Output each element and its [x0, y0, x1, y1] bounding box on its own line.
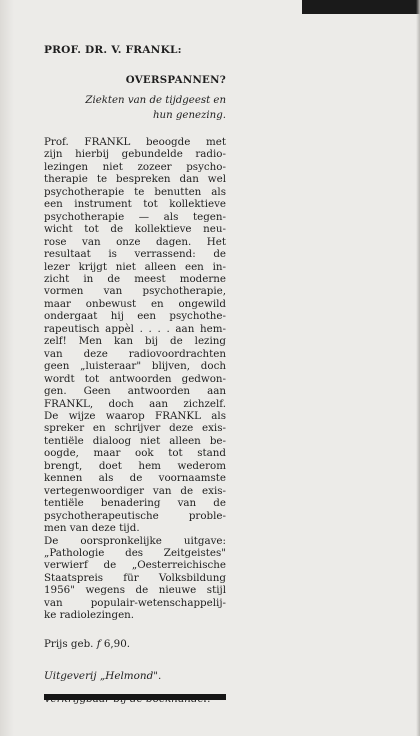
currency-symbol: f: [96, 637, 101, 650]
description-line: lezer krijgt niet alleen een in-: [44, 260, 226, 273]
description-line: 1956" wegens de nieuwe stijl: [44, 584, 226, 597]
description-line: rose van onze dagen. Het: [44, 235, 226, 248]
description-line: tentiële benadering van de: [44, 497, 226, 510]
publisher-line: Uitgeverij „Helmond".: [44, 669, 162, 682]
description-line: zicht in de meest moderne: [44, 272, 226, 285]
description-line: lezingen niet zozeer psycho-: [44, 160, 226, 173]
description-line: zijn hierbij gebundelde radio-: [44, 148, 226, 161]
description-line: wordt tot antwoorden gedwon-: [44, 372, 226, 385]
description-line: Staatspreis für Volksbildung: [44, 571, 226, 584]
author-heading: PROF. DR. V. FRANKL:: [44, 44, 182, 56]
description-line: een instrument tot kollektieve: [44, 198, 226, 211]
description-line: vormen van psychotherapie,: [44, 285, 226, 298]
description-line: men van deze tijd.: [44, 522, 140, 535]
price-line: [44, 638, 226, 650]
description-line: Prof. FRANKL beoogde met: [44, 136, 226, 148]
book-announcement: [44, 44, 226, 705]
description-line: maar onbewust en ongewild: [44, 297, 226, 310]
book-title: OVERSPANNEN?: [125, 74, 226, 86]
description-line: zelf! Men kan bij de lezing: [44, 335, 226, 348]
description-line: oogde, maar ook tot stand: [44, 447, 226, 460]
description-line: vertegenwoordiger van de exis-: [44, 484, 226, 497]
description-line: geen „luisteraar" blijven, doch: [44, 360, 226, 373]
description-line: psychotherapie — als tegen-: [44, 210, 226, 223]
subtitle-line: hun genezing.: [152, 110, 226, 121]
description-line: psychotherapie te benutten als: [44, 185, 226, 198]
description-line: brengt, doet hem wederom: [44, 459, 226, 472]
scan-shadow: [416, 0, 420, 736]
description-line: van populair-wetenschappelij-: [44, 596, 226, 609]
description-line: De oorspronkelijke uitgave:: [44, 534, 226, 547]
bottom-rule: [44, 694, 226, 700]
description-line: gen. Geen antwoorden aan: [44, 385, 226, 398]
description-line: psychotherapeutische proble-: [44, 509, 226, 522]
description-line: verwierf de „Oesterreichische: [44, 559, 226, 572]
description-line: ke radiolezingen.: [44, 609, 135, 622]
description-line: De wijze waarop FRANKL als: [44, 409, 226, 422]
description-line: spreker en schrijver deze exis-: [44, 422, 226, 435]
scan-dark-edge: [302, 0, 420, 14]
description-line: kennen als de voornaamste: [44, 472, 226, 485]
book-subtitle: [44, 93, 226, 123]
description-line: resultaat is verrassend: de: [44, 248, 226, 261]
price-label: Prijs geb.: [44, 637, 94, 650]
subtitle-line: Ziekten van de tijdgeest en: [85, 95, 226, 106]
description-text: [44, 136, 226, 622]
description-line: „Pathologie des Zeitgeistes": [44, 546, 226, 559]
description-line: FRANKL, doch aan zichzelf.: [44, 397, 226, 410]
page-shading: [0, 0, 14, 736]
description-line: tentiële dialoog niet alleen be-: [44, 434, 226, 447]
description-line: therapie te bespreken dan wel: [44, 173, 226, 186]
description-line: van deze radiovoordrachten: [44, 347, 226, 360]
description-line: wicht tot de kollektieve neu-: [44, 223, 226, 236]
description-line: ondergaat hij een psychothe-: [44, 310, 226, 323]
price-amount: 6,90.: [103, 637, 131, 650]
description-line: rapeutisch appèl . . . . aan hem-: [44, 322, 226, 335]
